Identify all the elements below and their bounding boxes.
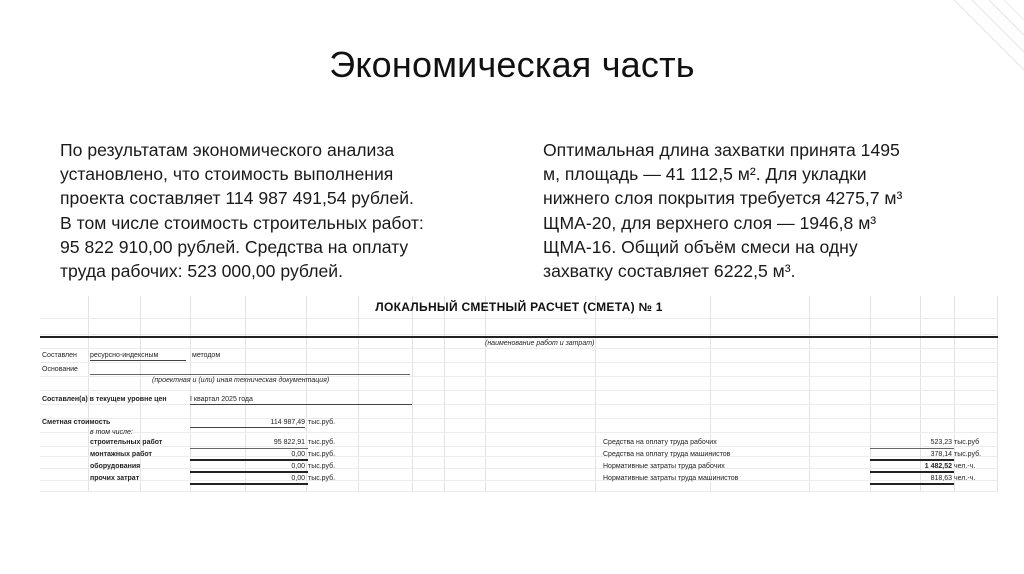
item-unit: тыс.руб. bbox=[308, 439, 336, 446]
basis-label: Основание bbox=[42, 366, 78, 373]
basis-note: (проектная и (или) иная техническая документация) bbox=[152, 377, 330, 384]
right-item-unit: чел.-ч. bbox=[954, 475, 976, 482]
slide-title: Экономическая часть bbox=[329, 44, 695, 85]
item-label: оборудования bbox=[90, 463, 141, 470]
analysis-paragraph: По результатам экономического анализа установлено, что стоимость выполнения проекта составляет 114 987 491,54 рублей. В том числе стоимость строительных работ: 95 822 910,00 рублей. Средства на оплату труда рабочих: 523 000,00 рублей. bbox=[60, 140, 424, 282]
item-value: 0,00 bbox=[291, 451, 305, 458]
right-item-label: Нормативные затраты труда рабочих bbox=[603, 463, 725, 470]
right-item-label: Нормативные затраты труда машинистов bbox=[603, 475, 739, 482]
level-value: I квартал 2025 года bbox=[190, 395, 412, 405]
right-item-value: 523,23 bbox=[930, 439, 952, 446]
item-unit: тыс.руб. bbox=[308, 451, 336, 458]
right-item-value: 378,14 bbox=[930, 451, 952, 458]
composed-suffix: методом bbox=[192, 352, 221, 359]
right-item-unit: тыс.руб bbox=[954, 439, 980, 446]
item-label: строительных работ bbox=[90, 439, 163, 446]
item-label: монтажных работ bbox=[90, 451, 152, 458]
composed-label: Составлен bbox=[42, 352, 77, 359]
cost-value: 114 987,49 bbox=[190, 418, 305, 428]
item-value: 0,00 bbox=[291, 475, 305, 482]
right-item-value: 818,63 bbox=[930, 475, 952, 482]
composed-method: ресурсно-индексным bbox=[90, 351, 186, 361]
right-item-unit: тыс.руб. bbox=[954, 451, 982, 458]
estimate-subtitle: (наименование работ и затрат) bbox=[485, 340, 595, 347]
estimate-spreadsheet bbox=[40, 296, 998, 492]
level-label: Составлен(а) в текущем уровне цен bbox=[42, 396, 167, 403]
right-item-label: Средства на оплату труда рабочих bbox=[603, 439, 717, 446]
item-unit: тыс.руб. bbox=[308, 475, 336, 482]
incl-label: в том числе: bbox=[90, 429, 133, 436]
item-unit: тыс.руб. bbox=[308, 463, 336, 470]
right-item-label: Средства на оплату труда машинистов bbox=[603, 451, 731, 458]
cost-unit: тыс.руб. bbox=[308, 419, 336, 426]
materials-paragraph: Оптимальная длина захватки принята 1495 м, площадь — 41 112,5 м². Для укладки нижнего слоя покрытия требуется 4275,7 м³ ЩМА-20, для верхнего слоя — 1946,8 м³ ЩМА-16. Общий объём смеси на одну захватку составляет 6222,5 м³. bbox=[543, 140, 903, 282]
item-label: прочих затрат bbox=[90, 475, 140, 482]
right-item-unit: чел.-ч. bbox=[954, 463, 976, 470]
item-value: 95 822,91 bbox=[273, 439, 305, 446]
estimate-title: ЛОКАЛЬНЫЙ СМЕТНЫЙ РАСЧЕТ (СМЕТА) № 1 bbox=[375, 300, 663, 314]
right-item-value: 1 482,52 bbox=[924, 463, 952, 470]
item-value: 0,00 bbox=[291, 463, 305, 470]
cost-label: Сметная стоимость bbox=[42, 419, 111, 426]
